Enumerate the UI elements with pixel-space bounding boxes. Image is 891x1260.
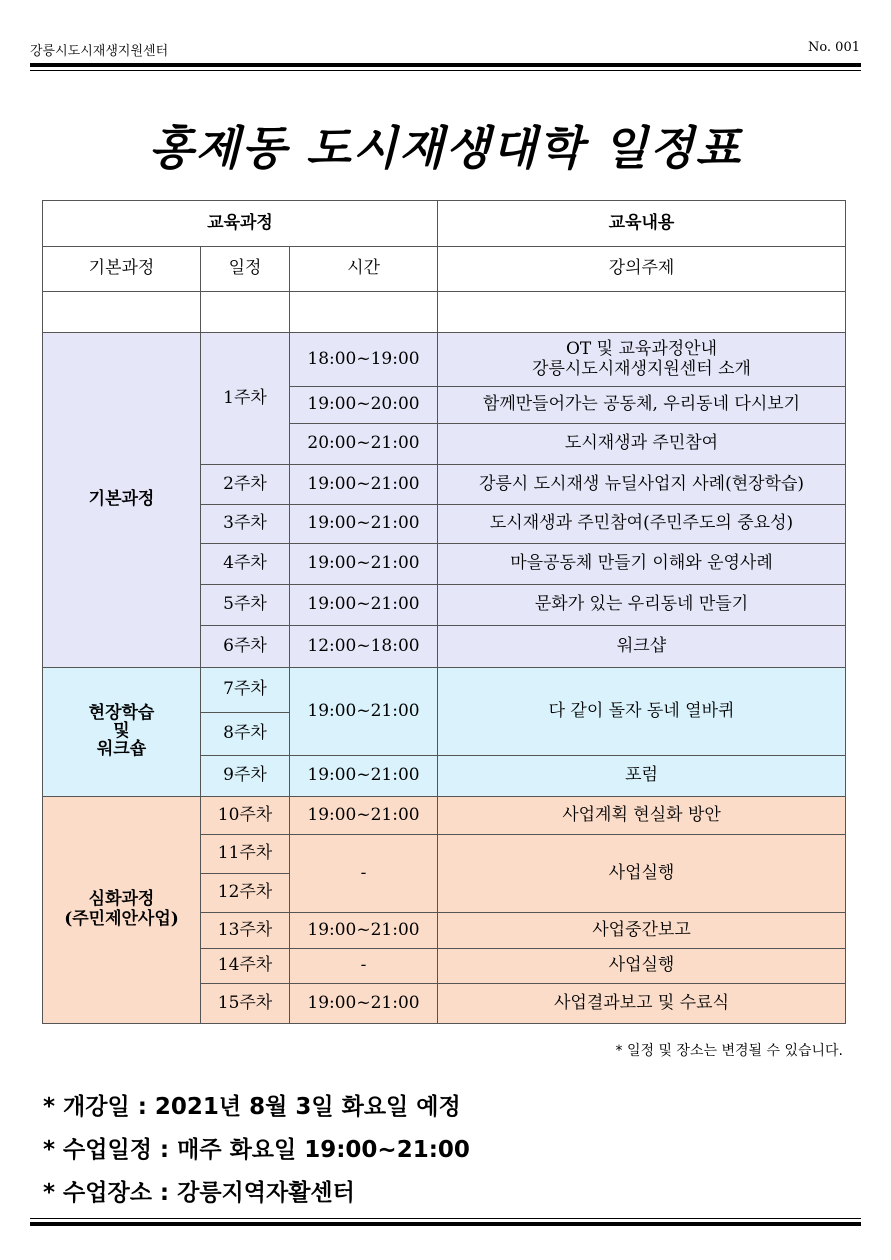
header-time: 시간 bbox=[290, 247, 438, 292]
week-cell: 13주차 bbox=[201, 913, 290, 949]
organization-name: 강릉시도시재생지원센터 bbox=[30, 44, 169, 59]
table-header-row-2 bbox=[43, 247, 846, 292]
blank-cell bbox=[438, 292, 846, 333]
week-cell: 9주차 bbox=[201, 756, 290, 797]
header-topic: 강의주제 bbox=[438, 247, 846, 292]
header-content: 교육내용 bbox=[438, 201, 846, 247]
topic-cell: OT 및 교육과정안내 강릉시도시재생지원센터 소개 bbox=[438, 333, 846, 387]
table-header-row-1 bbox=[43, 201, 846, 247]
time-cell: 19:00~21:00 bbox=[290, 465, 438, 505]
time-cell: 19:00~21:00 bbox=[290, 797, 438, 835]
time-cell: 20:00~21:00 bbox=[290, 424, 438, 465]
topic-cell: 마을공동체 만들기 이해와 운영사례 bbox=[438, 544, 846, 585]
info-class-schedule: * 수업일정 : 매주 화요일 19:00~21:00 bbox=[43, 1137, 470, 1163]
week-cell: 2주차 bbox=[201, 465, 290, 505]
topic-cell: 포럼 bbox=[438, 756, 846, 797]
table-row bbox=[43, 333, 846, 387]
info-class-location: * 수업장소 : 강릉지역자활센터 bbox=[43, 1180, 355, 1206]
topic-cell: 사업계획 현실화 방안 bbox=[438, 797, 846, 835]
week-cell: 6주차 bbox=[201, 626, 290, 668]
time-cell: 18:00~19:00 bbox=[290, 333, 438, 387]
time-cell: 19:00~21:00 bbox=[290, 756, 438, 797]
blank-cell bbox=[43, 292, 201, 333]
blank-row bbox=[43, 292, 846, 333]
week-cell: 4주차 bbox=[201, 544, 290, 585]
week-cell: 3주차 bbox=[201, 505, 290, 544]
blank-cell bbox=[201, 292, 290, 333]
week-cell: 5주차 bbox=[201, 585, 290, 626]
change-notice: * 일정 및 장소는 변경될 수 있습니다. bbox=[615, 1043, 843, 1059]
topic-cell: 사업실행 bbox=[438, 835, 846, 913]
time-cell: - bbox=[290, 835, 438, 913]
group-basic-label: 기본과정 bbox=[43, 333, 201, 668]
group-advanced-label: 심화과정 (주민제안사업) bbox=[43, 797, 201, 1024]
group-fieldwork-label: 현장학습 및 워크숍 bbox=[43, 668, 201, 797]
document-number: No. 001 bbox=[807, 40, 860, 55]
week-cell: 7주차 bbox=[201, 668, 290, 713]
topic-cell: 문화가 있는 우리동네 만들기 bbox=[438, 585, 846, 626]
top-rule-thick bbox=[30, 63, 861, 67]
topic-cell: 사업실행 bbox=[438, 949, 846, 984]
topic-cell: 사업결과보고 및 수료식 bbox=[438, 984, 846, 1024]
topic-cell: 워크샵 bbox=[438, 626, 846, 668]
table-row bbox=[43, 797, 846, 835]
week-cell: 1주차 bbox=[201, 333, 290, 465]
topic-cell: 사업중간보고 bbox=[438, 913, 846, 949]
time-cell: 19:00~21:00 bbox=[290, 505, 438, 544]
week-cell: 14주차 bbox=[201, 949, 290, 984]
time-cell: - bbox=[290, 949, 438, 984]
time-cell: 19:00~21:00 bbox=[290, 668, 438, 756]
time-cell: 19:00~21:00 bbox=[290, 544, 438, 585]
time-cell: 19:00~21:00 bbox=[290, 585, 438, 626]
header-schedule: 일정 bbox=[201, 247, 290, 292]
week-cell: 15주차 bbox=[201, 984, 290, 1024]
blank-cell bbox=[290, 292, 438, 333]
time-cell: 19:00~21:00 bbox=[290, 984, 438, 1024]
info-opening-date: * 개강일 : 2021년 8월 3일 화요일 예정 bbox=[43, 1094, 461, 1120]
top-rule-thin bbox=[30, 70, 861, 71]
time-cell: 19:00~20:00 bbox=[290, 387, 438, 424]
page-title: 홍제동 도시재생대학 일정표 bbox=[148, 121, 743, 175]
topic-cell: 함께만들어가는 공동체, 우리동네 다시보기 bbox=[438, 387, 846, 424]
topic-cell: 강릉시 도시재생 뉴딜사업지 사례(현장학습) bbox=[438, 465, 846, 505]
topic-cell: 도시재생과 주민참여 bbox=[438, 424, 846, 465]
time-cell: 19:00~21:00 bbox=[290, 913, 438, 949]
time-cell: 12:00~18:00 bbox=[290, 626, 438, 668]
header-course: 기본과정 bbox=[43, 247, 201, 292]
header-curriculum: 교육과정 bbox=[43, 201, 438, 247]
week-cell: 8주차 bbox=[201, 713, 290, 756]
topic-cell: 도시재생과 주민참여(주민주도의 중요성) bbox=[438, 505, 846, 544]
bottom-rule-thin bbox=[30, 1218, 861, 1219]
week-cell: 11주차 bbox=[201, 835, 290, 874]
table-row bbox=[43, 668, 846, 713]
bottom-rule-thick bbox=[30, 1222, 861, 1226]
week-cell: 10주차 bbox=[201, 797, 290, 835]
topic-cell: 다 같이 돌자 동네 열바퀴 bbox=[438, 668, 846, 756]
week-cell: 12주차 bbox=[201, 874, 290, 913]
schedule-table bbox=[42, 200, 846, 1024]
